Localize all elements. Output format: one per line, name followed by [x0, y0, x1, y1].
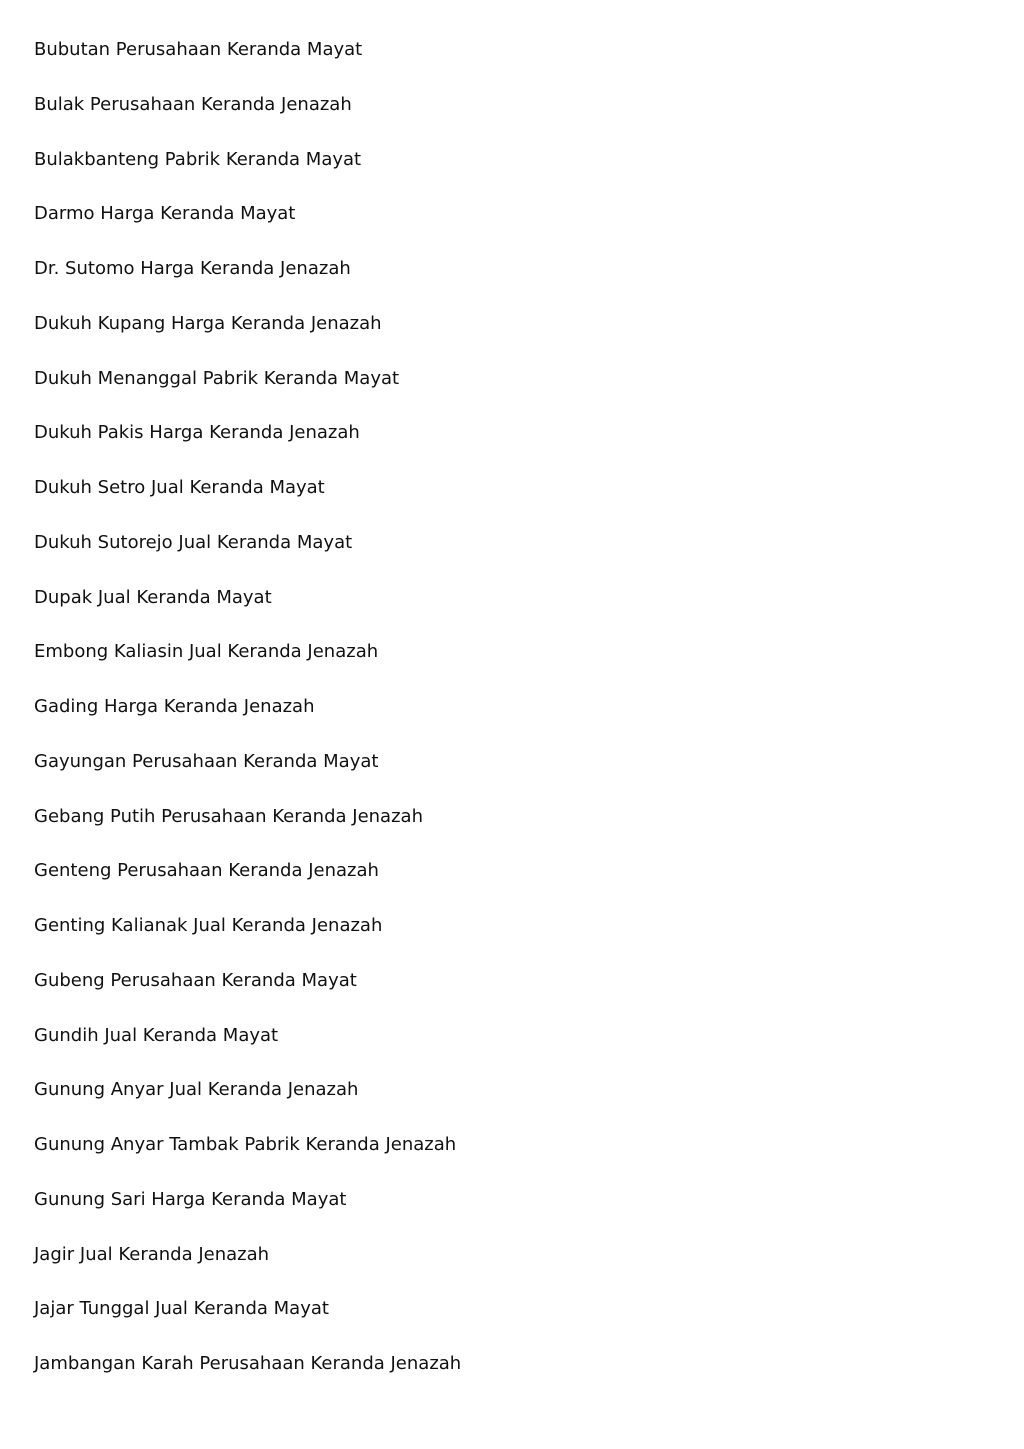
list-item: Jagir Jual Keranda Jenazah	[34, 1243, 270, 1265]
list-item: Dukuh Setro Jual Keranda Mayat	[34, 477, 325, 498]
list-item: Dr. Sutomo Harga Keranda Jenazah	[34, 258, 351, 279]
list-item: Embong Kaliasin Jual Keranda Jenazah	[34, 641, 379, 663]
list-item: Bubutan Perusahaan Keranda Mayat	[34, 39, 363, 60]
list-item: Dupak Jual Keranda Mayat	[34, 586, 272, 608]
list-item: Dukuh Sutorejo Jual Keranda Mayat	[34, 531, 353, 553]
list-item: Jajar Tunggal Jual Keranda Mayat	[34, 1298, 329, 1320]
list-item: Gayungan Perusahaan Keranda Mayat	[34, 750, 379, 772]
list-item: Gading Harga Keranda Jenazah	[34, 696, 315, 717]
location-list	[34, 36, 461, 1405]
list-item: Dukuh Menanggal Pabrik Keranda Mayat	[34, 367, 400, 389]
list-item: Bulak Perusahaan Keranda Jenazah	[34, 93, 352, 115]
list-item: Genteng Perusahaan Keranda Jenazah	[34, 860, 379, 882]
list-item: Jambangan Karah Perusahaan Keranda Jenazah	[34, 1353, 462, 1374]
list-item: Gunung Sari Harga Keranda Mayat	[34, 1188, 347, 1210]
list-item: Genting Kalianak Jual Keranda Jenazah	[34, 915, 383, 936]
list-item: Dukuh Pakis Harga Keranda Jenazah	[34, 422, 360, 444]
list-item: Gunung Anyar Tambak Pabrik Keranda Jenazah	[34, 1134, 457, 1155]
list-item: Gebang Putih Perusahaan Keranda Jenazah	[34, 805, 423, 827]
list-item: Gunung Anyar Jual Keranda Jenazah	[34, 1079, 359, 1101]
list-item: Gubeng Perusahaan Keranda Mayat	[34, 969, 357, 991]
list-item: Darmo Harga Keranda Mayat	[34, 203, 296, 225]
list-item: Gundih Jual Keranda Mayat	[34, 1024, 279, 1046]
list-item: Bulakbanteng Pabrik Keranda Mayat	[34, 148, 362, 170]
list-item: Dukuh Kupang Harga Keranda Jenazah	[34, 312, 382, 334]
